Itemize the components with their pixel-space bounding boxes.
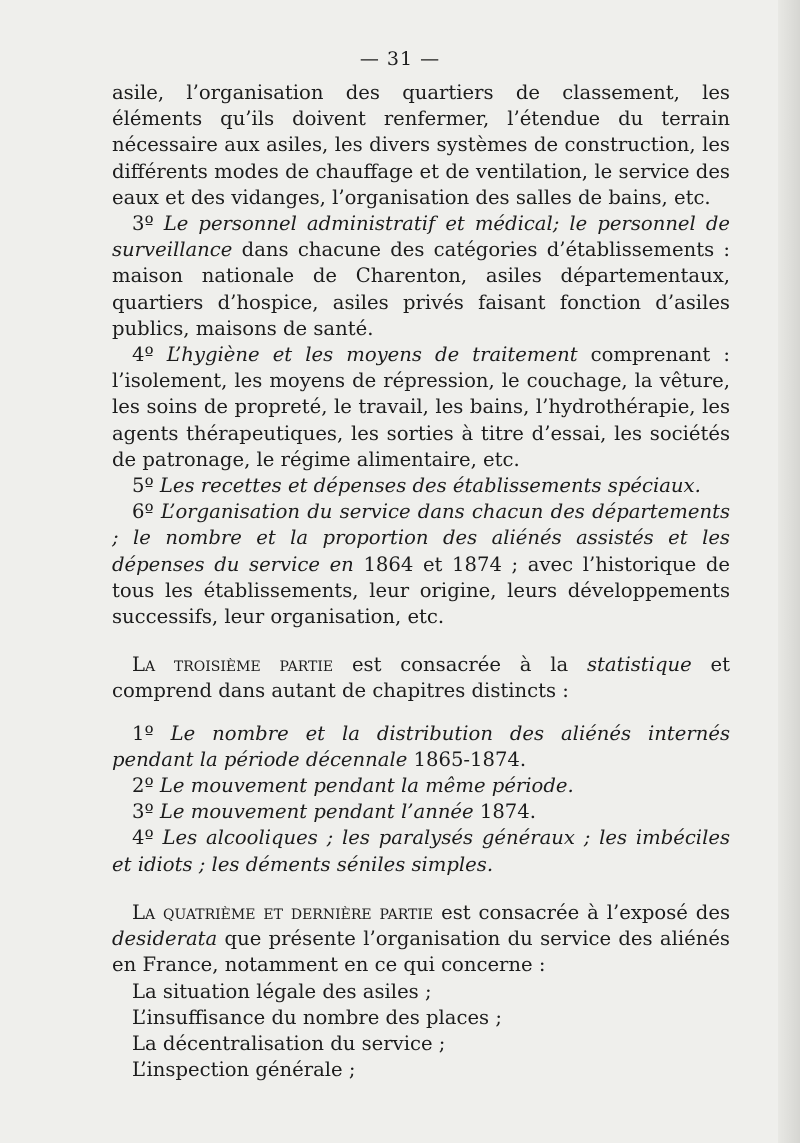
- item-3-number: 3º: [132, 212, 154, 236]
- item-4-number: 4º: [132, 343, 154, 367]
- item-4-text: comprenant : l’isolement, les moyens de répression, le couchage, la vêture, les soins de propreté, le travail, les bains, l’hydrothérapie, les agents thérapeutiques, les sorties à titre d’essai, les sociétés de patronage, le régime alimentaire, etc.: [112, 343, 730, 471]
- desiderata-term: desiderata: [112, 927, 218, 951]
- item-4-title: L’hygiène et les moyens de traitement: [166, 343, 578, 367]
- concern-item-3: La décentralisation du service ;: [132, 1031, 446, 1055]
- third-part-heading: La troisième partie: [132, 653, 334, 677]
- concern-item-2: L’insuffisance du nombre des places ;: [132, 1005, 502, 1029]
- item-6-number: 6º: [132, 500, 154, 524]
- item-4: [112, 342, 730, 473]
- third-part-paragraph: La troisième partie est consacrée à la statistique et comprend dans autant de chapitres distincts :: [112, 653, 731, 703]
- stat-item-2: 2º Le mouvement pendant la même période.: [132, 774, 574, 798]
- item-6-text: 1864 et 1874 ; avec l’historique de tous les établissements, leur origine, leurs développements successifs, leur organisation, etc.: [112, 552, 731, 629]
- stat-item-4: 4º Les alcooliques ; les paralysés généraux ; les imbéciles et idiots ; les déments séniles simples.: [112, 826, 730, 876]
- item-5-title: Les recettes et dépenses des établissements spéciaux.: [159, 474, 701, 498]
- item-5: [112, 473, 730, 499]
- statistique-term: statistique: [587, 653, 692, 677]
- item-5-number: 5º: [132, 474, 154, 498]
- item-6-title: L’organisation du service dans chacun des départements ; le nombre et la proportion des aliénés assistés et les dépenses du service en: [112, 500, 730, 576]
- stat-item-1: 1º Le nombre et la distribution des aliénés internés pendant la période décennale 1865-1874.: [112, 721, 730, 771]
- item-6: [112, 499, 730, 630]
- item-3: [112, 211, 730, 342]
- item-3-text: dans chacune des catégories d’établissements : maison nationale de Charenton, asiles départementaux, quartiers d’hospice, asiles privés faisant fonction d’asiles publics, maisons de santé.: [112, 238, 730, 340]
- stat-item-3: 3º Le mouvement pendant l’année 1874.: [132, 800, 536, 824]
- page-edge-shadow: [778, 0, 800, 1143]
- fourth-part-paragraph: La quatrième et dernière partie est consacrée à l’exposé des desiderata que présente l’organisation du service des aliénés en France, notamment en ce qui concerne :: [112, 900, 730, 977]
- body-text: [112, 80, 730, 1083]
- concern-item-1: La situation légale des asiles ;: [132, 979, 432, 1003]
- page-number: — 31 —: [359, 48, 441, 70]
- fourth-part-heading: La quatrième et dernière partie: [132, 900, 434, 924]
- item-3-title: Le personnel administratif et médical; le personnel de surveillance: [112, 212, 730, 262]
- concern-item-4: L’inspection générale ;: [132, 1058, 356, 1082]
- paragraph-continuation: asile, l’organisation des quartiers de classement, les éléments qu’ils doivent renfermer, l’étendue du terrain nécessaire aux asiles, les divers systèmes de construction, les différents modes de chauffage et de ventilation, le service des eaux et des vidanges, l’organisation des salles de bains, etc.: [112, 81, 730, 209]
